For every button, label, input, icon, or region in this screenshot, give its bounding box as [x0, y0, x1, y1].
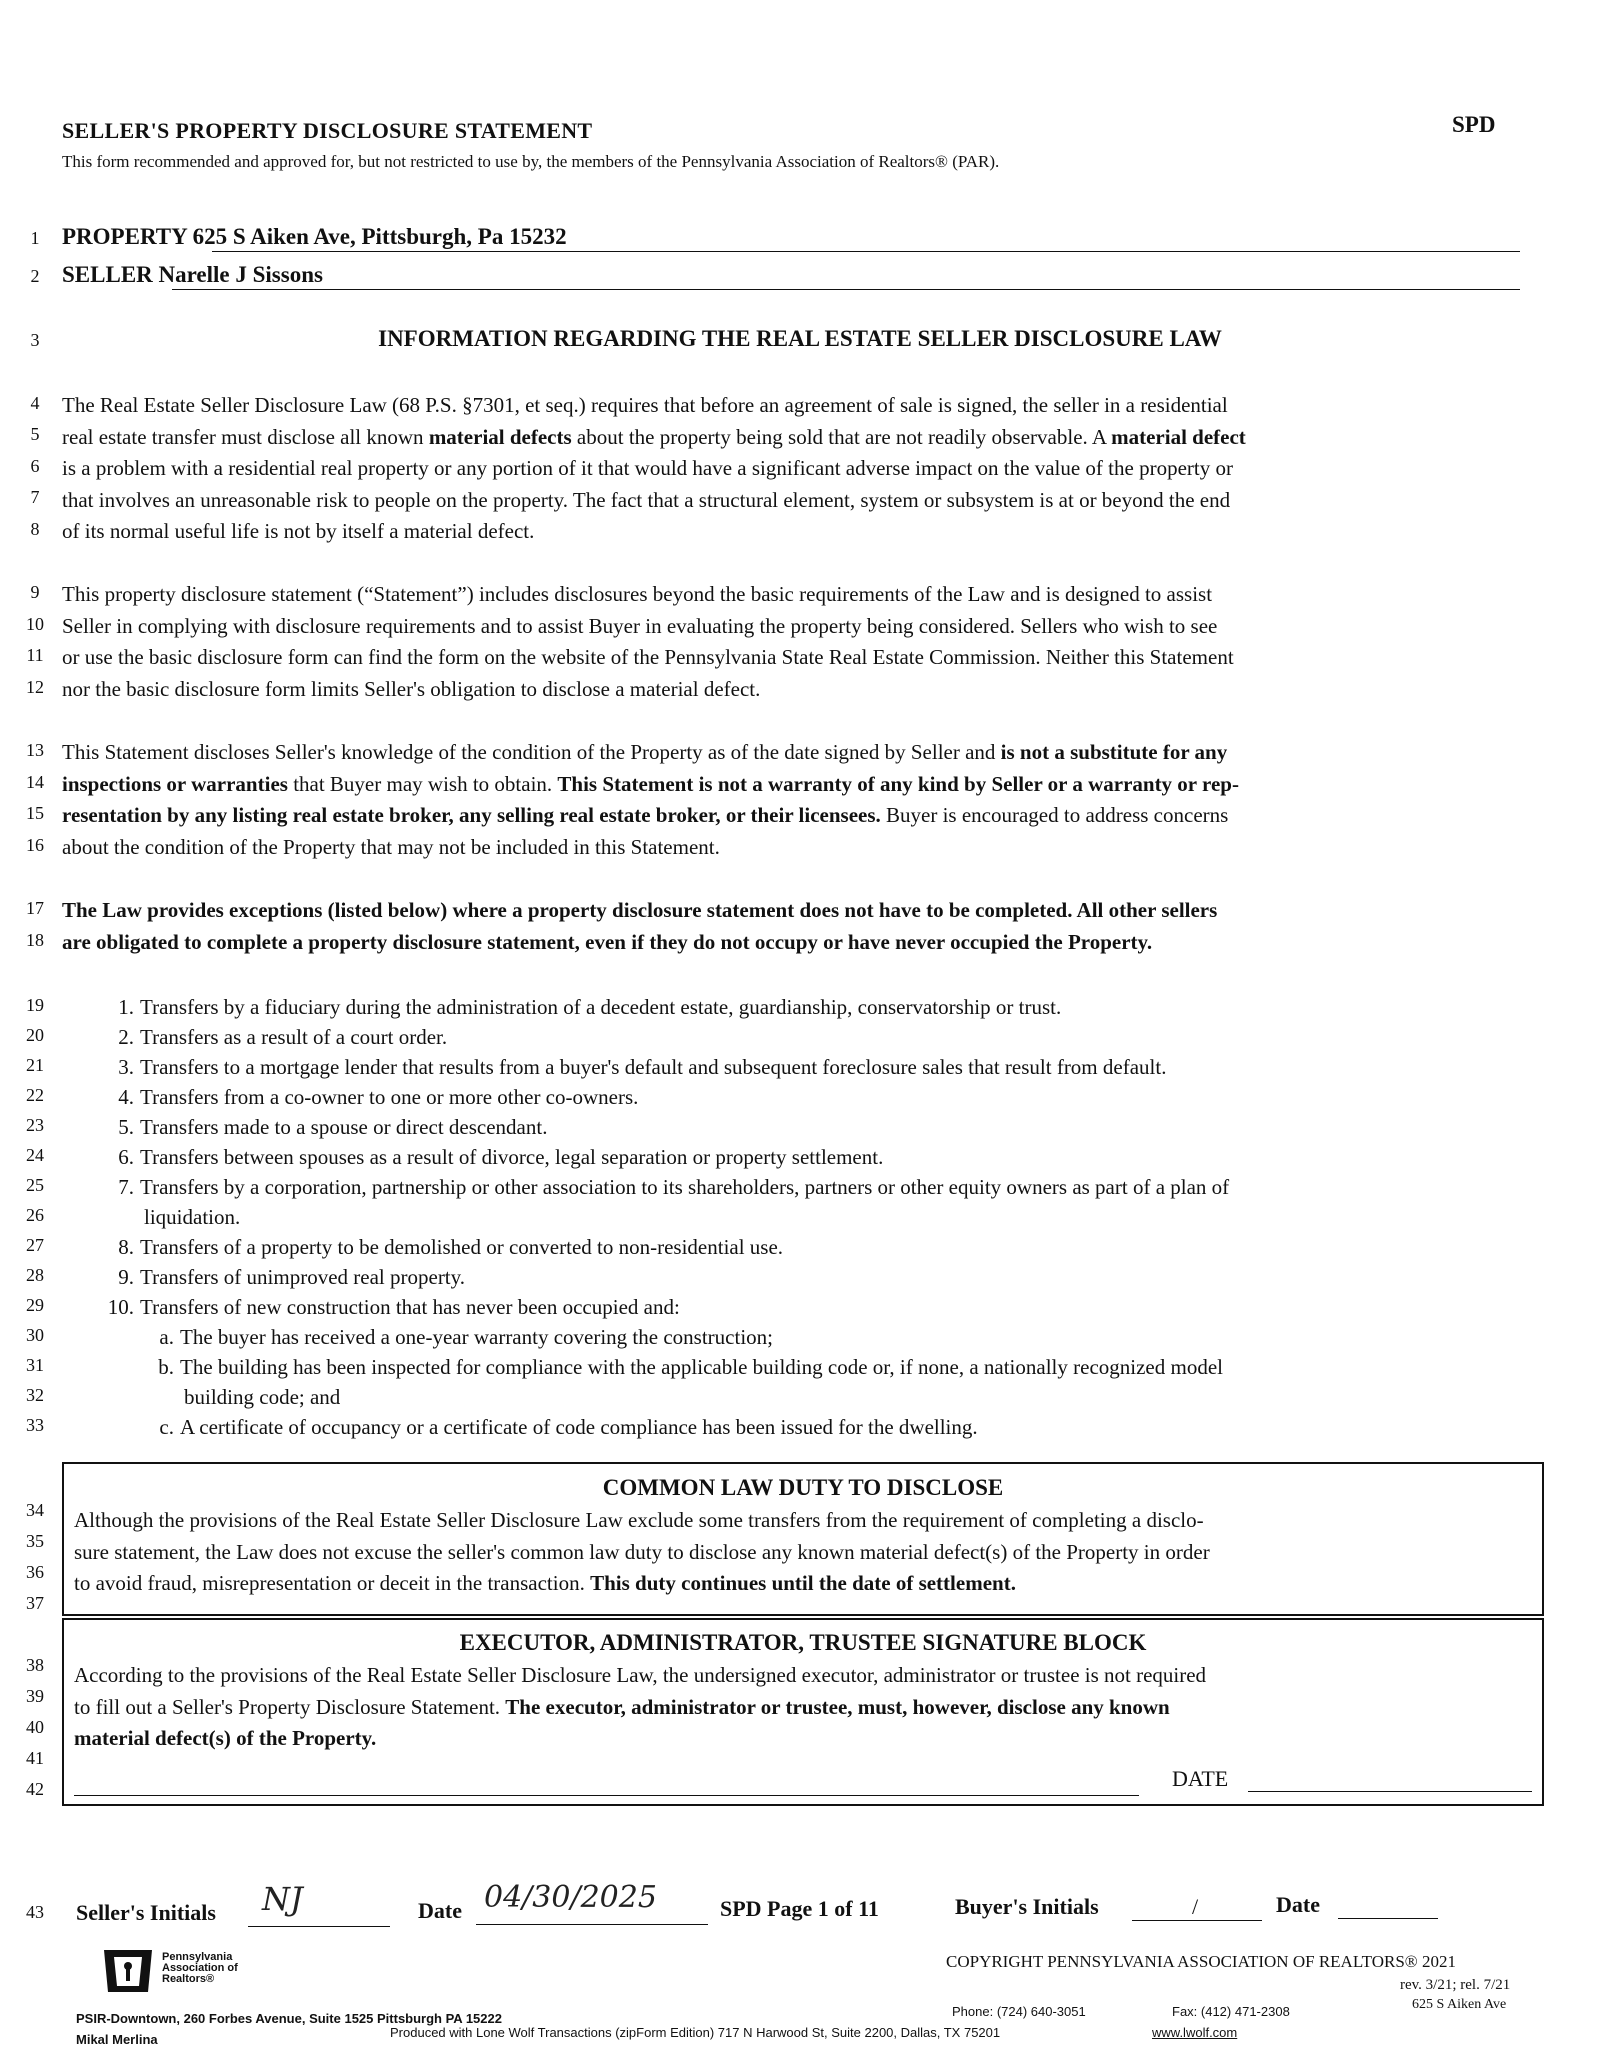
text-line: sure statement, the Law does not excuse the seller's common law duty to disclose any known material defect(s) of the Property in order	[74, 1539, 1210, 1564]
line-number: 10	[26, 614, 44, 634]
seller-label: SELLER	[62, 262, 153, 287]
form-subtitle: This form recommended and approved for, but not restricted to use by, the members of the Pennsylvania Association of Realtors® (PAR).	[62, 152, 1000, 171]
executor-box-text	[74, 1660, 1532, 1755]
sub-list-item: a. The buyer has received a one-year warranty covering the construction;	[159, 1325, 773, 1349]
line-number: 26	[26, 1205, 44, 1225]
fax-number: Fax: (412) 471-2308	[1172, 2004, 1290, 2019]
text-line: inspections or warranties that Buyer may wish to obtain. This Statement is not a warranty of any kind by Seller or a warranty or rep-	[62, 771, 1239, 796]
text-line: to fill out a Seller's Property Disclosure Statement. The executor, administrator or trustee, must, however, disclose any known	[74, 1694, 1170, 1719]
text-line: that involves an unreasonable risk to people on the property. The fact that a structural element, system or subsystem is at or beyond the end	[62, 487, 1231, 512]
text-line: of its normal useful life is not by itself a material defect.	[62, 519, 535, 543]
text-line: resentation by any listing real estate broker, any selling real estate broker, or their licensees. Buyer is encouraged to address concerns	[62, 803, 1229, 827]
par-logo-text: Pennsylvania Association of Realtors®	[162, 1951, 238, 1985]
seller-field	[62, 262, 1522, 288]
text-line: or use the basic disclosure form can find the form on the website of the Pennsylvania State Real Estate Commission. Neither this Statement	[62, 645, 1234, 669]
text-line: This property disclosure statement (“Statement”) includes disclosures beyond the basic requirements of the Law and is designed to assist	[62, 582, 1213, 606]
line-number: 29	[26, 1295, 44, 1315]
line-number: 7	[30, 487, 40, 507]
line-number: 13	[26, 740, 44, 760]
line-number: 40	[26, 1717, 44, 1737]
text-line: Seller in complying with disclosure requirements and to assist Buyer in evaluating the property being considered. Sellers who wish to see	[62, 613, 1218, 638]
property-label: PROPERTY	[62, 224, 187, 249]
text-line: is a problem with a residential real property or any portion of it that would have a significant adverse impact on the value of the property or	[62, 456, 1233, 480]
seller-initials-signature[interactable]: NJ	[262, 1880, 303, 1918]
line-number: 28	[26, 1265, 44, 1285]
seller-initials-line	[248, 1926, 390, 1927]
line-number: 43	[26, 1902, 44, 1922]
page-indicator: SPD Page 1 of 11	[720, 1896, 879, 1921]
line-number: 12	[26, 677, 44, 697]
line-number: 3	[30, 330, 40, 350]
line-number: 15	[26, 803, 44, 823]
line-number: 27	[26, 1235, 44, 1255]
line-number: 4	[30, 393, 40, 413]
line-number: 21	[26, 1055, 44, 1075]
buyer-initials-line[interactable]	[1132, 1920, 1262, 1921]
list-item: 1. Transfers by a fiduciary during the administration of a decedent estate, guardianship, conservatorship or trust.	[118, 995, 1062, 1019]
revision-info: rev. 3/21; rel. 7/21	[1400, 1977, 1511, 1993]
seller-value[interactable]: Narelle J Sissons	[158, 262, 323, 287]
property-value[interactable]: 625 S Aiken Ave, Pittsburgh, Pa 15232	[192, 224, 567, 249]
list-item: 3. Transfers to a mortgage lender that results from a buyer's default and subsequent foreclosure sales that result from default.	[118, 1055, 1167, 1079]
buyer-date-label: Date	[1276, 1892, 1320, 1917]
paragraph-law-intro	[62, 390, 1522, 548]
seller-date-line	[476, 1924, 708, 1925]
line-number: 14	[26, 772, 44, 792]
line-number: 42	[26, 1779, 44, 1799]
list-item: 9. Transfers of unimproved real property.	[118, 1265, 466, 1289]
agent-name: Mikal Merlina	[76, 2032, 158, 2047]
line-number: 34	[26, 1500, 44, 1520]
line-number: 36	[26, 1562, 44, 1582]
line-number: 23	[26, 1115, 44, 1135]
bold-term: material defect	[1111, 424, 1246, 449]
sub-list-item-continuation: building code; and	[184, 1385, 341, 1409]
seller-initials-label: Seller's Initials	[76, 1900, 216, 1925]
seller-underline	[172, 289, 1520, 290]
line-number: 16	[26, 835, 44, 855]
line-number: 1	[30, 228, 40, 248]
line-number: 20	[26, 1025, 44, 1045]
paragraph-exceptions-intro	[62, 895, 1522, 958]
line-number: 32	[26, 1385, 44, 1405]
list-item: 10. Transfers of new construction that has never been occupied and:	[107, 1295, 680, 1319]
text-line: According to the provisions of the Real Estate Seller Disclosure Law, the undersigned executor, administrator or trustee is not required	[74, 1663, 1207, 1687]
form-code: SPD	[1452, 112, 1496, 137]
executor-signature-line[interactable]	[74, 1795, 1139, 1796]
buyer-initials-label: Buyer's Initials	[955, 1894, 1099, 1919]
sub-list-item: b. The building has been inspected for compliance with the applicable building code or, if none, a nationally recognized model	[158, 1355, 1223, 1379]
text-line: real estate transfer must disclose all known material defects about the property being sold that are not readily observable. A material defect	[62, 424, 1246, 449]
line-number: 5	[30, 424, 40, 444]
section-heading: INFORMATION REGARDING THE REAL ESTATE SELLER DISCLOSURE LAW	[378, 326, 1222, 351]
line-number: 37	[26, 1593, 44, 1613]
executor-date-line[interactable]	[1248, 1791, 1532, 1792]
bold-term: material defects	[428, 424, 572, 449]
property-underline	[212, 251, 1520, 252]
list-item: 2. Transfers as a result of a court order.	[118, 1025, 448, 1049]
text-line: Although the provisions of the Real Estate Seller Disclosure Law exclude some transfers from the requirement of completing a disclo-	[74, 1508, 1204, 1532]
line-number: 22	[26, 1085, 44, 1105]
office-address: PSIR-Downtown, 260 Forbes Avenue, Suite 1525 Pittsburgh PA 15222	[76, 2011, 502, 2026]
buyer-initials-separator: /	[1192, 1894, 1199, 1919]
property-short-address: 625 S Aiken Ave	[1412, 1997, 1507, 2012]
text-line: The Law provides exceptions (listed below) where a property disclosure statement does not have to be completed. All other sellers	[62, 898, 1218, 922]
line-number: 35	[26, 1531, 44, 1551]
line-number: 30	[26, 1325, 44, 1345]
par-keystone-logo-icon	[102, 1948, 154, 1994]
list-item: 4. Transfers from a co-owner to one or more other co-owners.	[118, 1085, 639, 1109]
text-line: nor the basic disclosure form limits Seller's obligation to disclose a material defect.	[62, 676, 761, 701]
text-line: about the condition of the Property that may not be included in this Statement.	[62, 834, 720, 859]
list-item: 6. Transfers between spouses as a result of divorce, legal separation or property settlement.	[118, 1145, 884, 1169]
lwolf-website-link[interactable]: www.lwolf.com	[1152, 2025, 1238, 2040]
text-line: to avoid fraud, misrepresentation or deceit in the transaction. This duty continues until the date of settlement.	[74, 1571, 1016, 1595]
seller-date-label: Date	[418, 1898, 462, 1923]
list-item-continuation: liquidation.	[144, 1205, 241, 1229]
line-number: 41	[26, 1748, 44, 1768]
property-field	[62, 224, 1522, 250]
paragraph-statement-scope	[62, 579, 1522, 705]
line-number: 17	[26, 898, 44, 918]
common-law-title: COMMON LAW DUTY TO DISCLOSE	[602, 1475, 1004, 1500]
text-line: This Statement discloses Seller's knowledge of the condition of the Property as of the date signed by Seller and is not a substitute for any	[62, 740, 1228, 764]
list-item: 5. Transfers made to a spouse or direct descendant.	[118, 1115, 548, 1139]
common-law-text	[74, 1505, 1532, 1600]
list-item: 7. Transfers by a corporation, partnership or other association to its shareholders, partners or other equity owners as part of a plan of	[118, 1175, 1230, 1199]
produced-by: Produced with Lone Wolf Transactions (zipForm Edition) 717 N Harwood St, Suite 2200, Dallas, TX 75201	[390, 2025, 1001, 2040]
line-number: 9	[30, 582, 40, 602]
line-number: 39	[26, 1686, 44, 1706]
list-item: 8. Transfers of a property to be demolished or converted to non-residential use.	[118, 1235, 784, 1259]
line-number: 6	[30, 456, 40, 476]
copyright-notice: COPYRIGHT PENNSYLVANIA ASSOCIATION OF REALTORS® 2021	[946, 1952, 1456, 1971]
line-number: 2	[30, 266, 40, 286]
phone-number: Phone: (724) 640-3051	[952, 2004, 1086, 2019]
seller-date-value[interactable]: 04/30/2025	[484, 1880, 657, 1915]
buyer-date-line[interactable]	[1338, 1918, 1438, 1919]
line-number: 38	[26, 1655, 44, 1675]
executor-date-label: DATE	[1172, 1766, 1229, 1791]
line-number: 33	[26, 1415, 44, 1435]
text-line: are obligated to complete a property disclosure statement, even if they do not occupy or have never occupied the Property.	[62, 929, 1153, 954]
line-number: 31	[26, 1355, 44, 1375]
line-number: 25	[26, 1175, 44, 1195]
line-number: 8	[30, 519, 40, 539]
paragraph-not-warranty	[62, 737, 1522, 863]
line-number: 19	[26, 995, 44, 1015]
line-number: 24	[26, 1145, 44, 1165]
line-number: 18	[26, 930, 44, 950]
text-line: The Real Estate Seller Disclosure Law (68 P.S. §7301, et seq.) requires that before an agreement of sale is signed, the seller in a residential	[62, 393, 1228, 417]
sub-list-item: c. A certificate of occupancy or a certificate of code compliance has been issued for the dwelling.	[159, 1415, 978, 1439]
executor-box-title: EXECUTOR, ADMINISTRATOR, TRUSTEE SIGNATURE BLOCK	[459, 1630, 1147, 1655]
form-title: SELLER'S PROPERTY DISCLOSURE STATEMENT	[62, 118, 593, 143]
line-number: 11	[26, 645, 44, 665]
text-line: material defect(s) of the Property.	[74, 1726, 377, 1750]
